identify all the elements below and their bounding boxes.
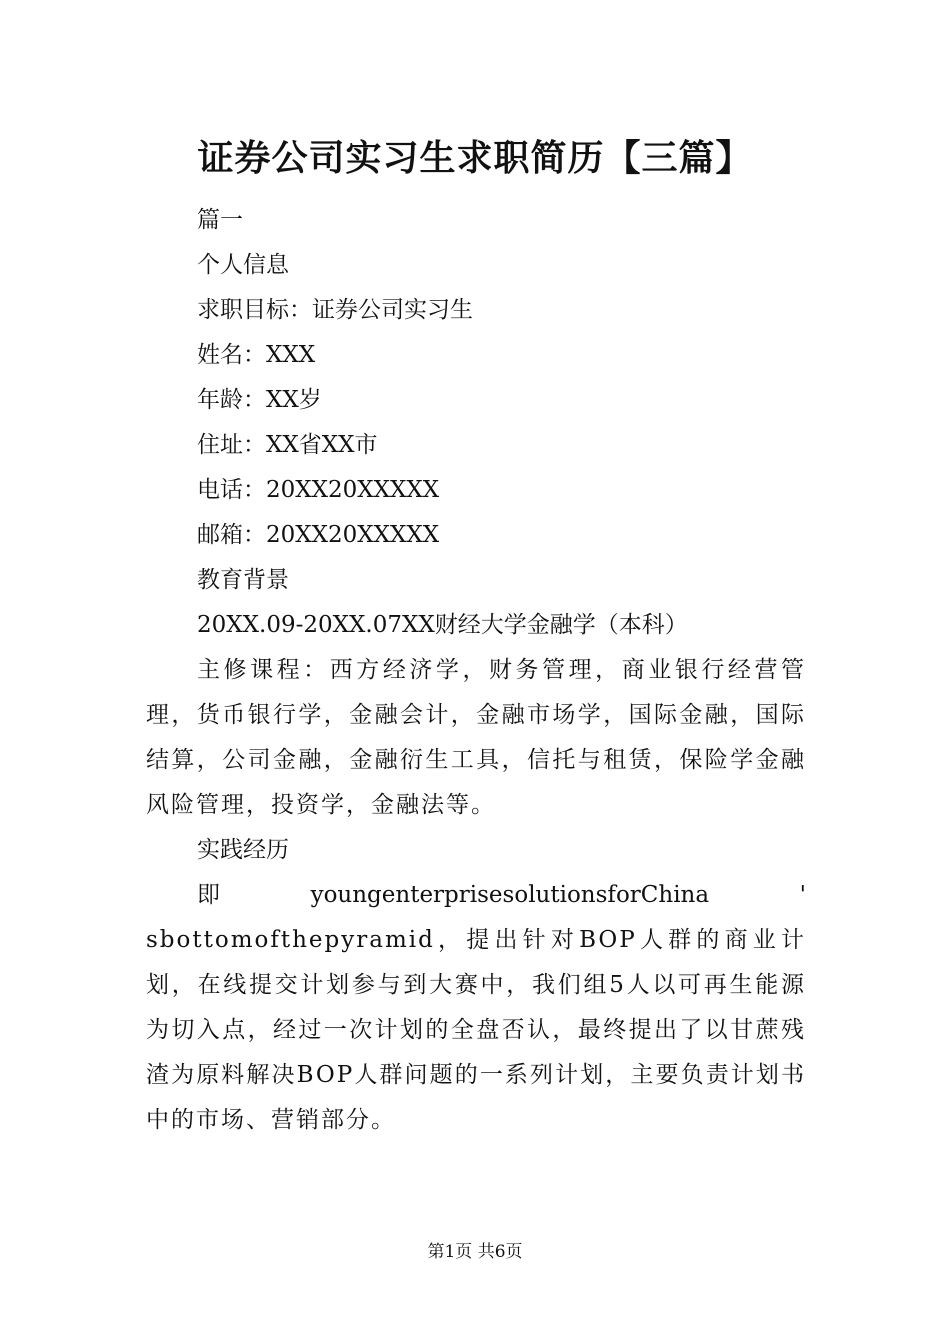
objective-line: 求职目标：证券公司实习生 xyxy=(197,297,473,323)
courses-paragraph: 主修课程：西方经济学，财务管理，商业银行经营管理，货币银行学，金融会计，金融市场学，国际金融，国际结算，公司金融，金融衍生工具，信托与租赁，保险学金融风险管理，投资学，金融法等。 xyxy=(146,657,806,818)
practice-first-line xyxy=(146,873,806,918)
document-title: 证券公司实习生求职简历【三篇】 xyxy=(197,137,753,179)
address-line: 住址：XX省XX市 xyxy=(197,432,378,458)
education-entry: 20XX.09-20XX.07XX财经大学金融学（本科） xyxy=(197,612,688,638)
practice-line-apostrophe: ' xyxy=(799,882,806,908)
section-label: 篇一 xyxy=(197,207,243,233)
email-line: 邮箱：20XX20XXXXX xyxy=(197,522,440,548)
document-body xyxy=(146,198,806,1143)
practice-paragraph: sbottomofthepyramid，提出针对BOP人群的商业计划，在线提交计划参与到大赛中，我们组5人以可再生能源为切入点，经过一次计划的全盘否认，最终提出了以甘蔗残渣为原料解决BOP人群问题的一系列计划，主要负责计划书中的市场、营销部分。 xyxy=(146,927,806,1133)
name-line: 姓名：XXX xyxy=(197,342,316,368)
practice-line-start: 即 xyxy=(197,882,220,908)
practice-line-english: youngenterprisesolutionsforChina xyxy=(310,882,710,908)
personal-info-heading: 个人信息 xyxy=(197,252,289,278)
practice-heading: 实践经历 xyxy=(197,837,289,863)
phone-line: 电话：20XX20XXXXX xyxy=(197,477,440,503)
age-line: 年龄：XX岁 xyxy=(197,387,322,413)
education-heading: 教育背景 xyxy=(197,567,289,593)
page-footer: 第1页 共6页 xyxy=(427,1242,523,1262)
